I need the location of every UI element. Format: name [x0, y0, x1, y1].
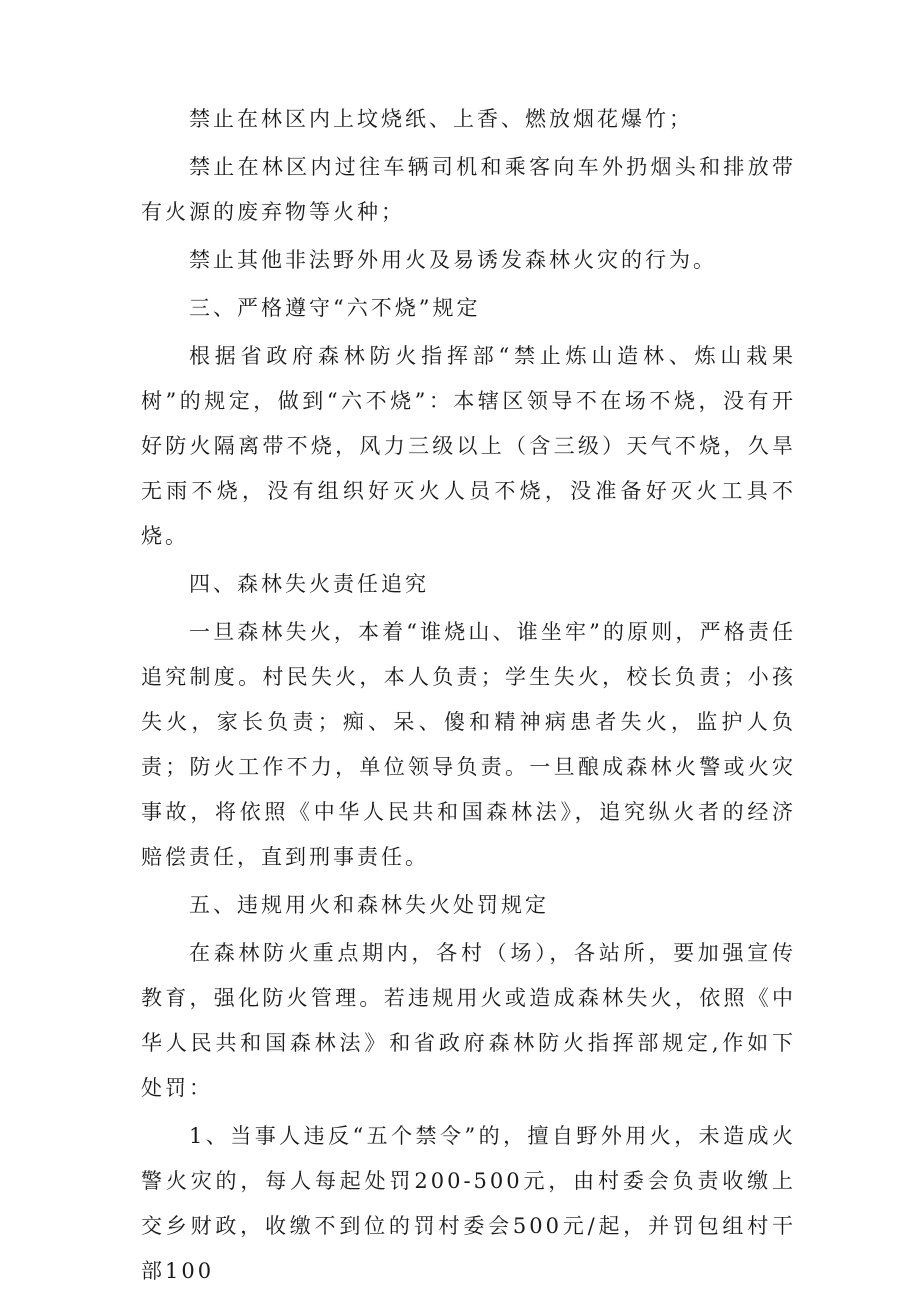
paragraph-ban-illegal-fire: 禁止其他非法野外用火及易诱发森林火灾的行为。 — [189, 248, 717, 272]
paragraph-penalty-intro: 在森林防火重点期内，各村（场），各站所，要加强宣传教育，强化防火管理。若违规用火或造成森林失火，依照《中华人民共和国森林法》和省政府森林防火指挥部规定,作如下处罚： — [141, 941, 796, 1100]
section-heading-five: 五、违规用火和森林失火处罚规定 — [189, 893, 549, 917]
paragraph-penalty-item-1: 1、当事人违反“五个禁令”的，擅自野外用火，未造成火警火灾的，每人每起处罚200-500元，由村委会负责收缴上交乡财政，收缴不到位的罚村委会500元/起，并罚包组村干部100 — [141, 1124, 796, 1283]
paragraph-ban-tomb-burning: 禁止在林区内上坟烧纸、上香、燃放烟花爆竹； — [189, 107, 693, 131]
paragraph-six-no-burn: 根据省政府森林防火指挥部“禁止炼山造林、炼山栽果树”的规定，做到“六不烧”：本辖区领导不在场不烧，没有开好防火隔离带不烧，风力三级以上（含三级）天气不烧，久旱无雨不烧，没有组织好灭火人员不烧，没准备好灭火工具不烧。 — [141, 344, 796, 548]
section-heading-four: 四、森林失火责任追究 — [189, 572, 429, 596]
document-body — [141, 97, 796, 1294]
paragraph-ban-vehicle-fire: 禁止在林区内过往车辆司机和乘客向车外扔烟头和排放带有火源的废弃物等火种； — [141, 155, 796, 224]
section-heading-three: 三、严格遵守“六不烧”规定 — [189, 296, 481, 320]
paragraph-liability: 一旦森林失火，本着“谁烧山、谁坐牢”的原则，严格责任追究制度。村民失火，本人负责；学生失火，校长负责；小孩失火，家长负责；痴、呆、傻和精神病患者失火，监护人负责；防火工作不力，单位领导负责。一旦酿成森林火警或火灾事故，将依照《中华人民共和国森林法》，追究纵火者的经济赔偿责任，直到刑事责任。 — [141, 620, 796, 869]
